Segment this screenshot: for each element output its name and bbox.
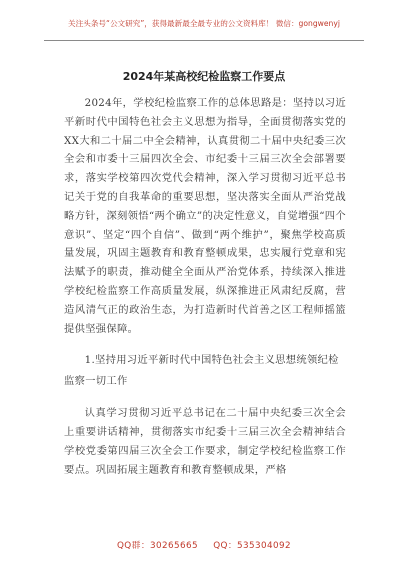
footer-qq-number: QQ：535304092 <box>213 541 292 551</box>
header-promo-text: 关注头条号“公文研究”，获得最新最全最专业的公文资料库！ 微信：gongwenyj <box>68 19 340 28</box>
body-paragraph: 认真学习贯彻习近平总书记在二十届中央纪委三次全会上重要讲话精神，贯彻落实市纪委十三届三次全会精神结合学校党委第四届三次全会工作要求，制定学校纪检监察工作要点。巩固拓展主题教育和教育整顿成果，严格 <box>64 407 346 476</box>
section-heading: 1.坚持用习近平新时代中国特色社会主义思想统领纪检监察一切工作 <box>64 354 339 388</box>
intro-paragraph: 2024年，学校纪检监察工作的总体思路是：坚持以习近平新时代中国特色社会主义思想为指导，全面贯彻落实党的XX大和二十届二中全会精神，认真贯彻二十届中央纪委三次全会和市委十三届四次全会、市纪委十三届三次全会部署要求，落实学校第四次党代会精神，深入学习贯彻习近平总书记关于党的自我革命的重要思想，坚决落实全面从严治党战略方针，深刻领悟“两个确立”的决定性意义，自觉增强“四个意识”、坚定“四个自信”、做到“两个维护”，聚焦学校高质量发展，巩固主题教育和教育整顿成果，忠实履行党章和宪法赋予的职责，推动健全全面从严治党体系，持续深入推进学校纪检监察工作高质量发展，纵深推进正风肃纪反腐，营造风清气正的政治生态，为打造新时代首善之区工程师摇篮提供坚强保障。 <box>64 97 346 335</box>
footer-qq-group: QQ群：30265665 <box>116 541 198 551</box>
header-divider <box>44 40 364 41</box>
document-body <box>64 94 346 480</box>
page-footer <box>0 538 408 551</box>
page-header-banner <box>0 0 408 44</box>
document-title: 2024年某高校纪检监察工作要点 <box>122 70 286 83</box>
